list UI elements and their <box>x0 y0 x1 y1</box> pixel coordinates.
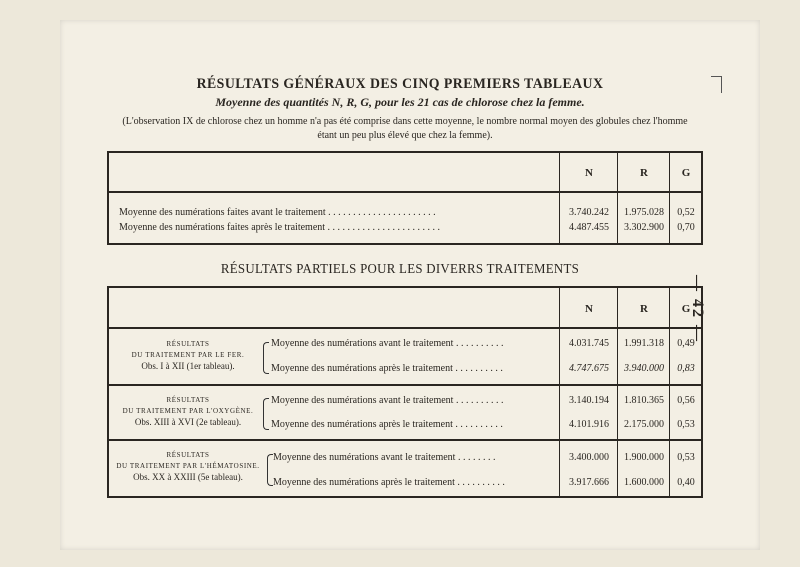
group-iron-label: RÉSULTATS DU TRAITEMENT PAR LE FER. Obs. I à XII (1er tableau). <box>131 340 245 371</box>
group-hematosine-before-n: 3.400.000 <box>569 452 609 463</box>
group-iron-after-r: 3.940.000 <box>624 363 664 374</box>
group-oxygen-after-g: 0,53 <box>677 419 695 430</box>
page-number: — 42 — <box>689 275 706 343</box>
group-iron-after-label: Moyenne des numérations après le traitement . . . . . . . . . . <box>271 363 503 374</box>
header-g: G <box>681 167 691 179</box>
general-row-after-n: 4.487.455 <box>569 222 609 233</box>
partial-header-n: N <box>585 303 593 315</box>
group-hematosine-before-r: 1.900.000 <box>624 452 664 463</box>
group-oxygen-label: RÉSULTATS DU TRAITEMENT PAR L'OXYGÈNE. Obs. XIII à XVI (2e tableau). <box>122 396 254 427</box>
note-line-2: étant un peu plus élevé que chez la femme). <box>317 130 493 141</box>
general-row-after-r: 3.302.900 <box>624 222 664 233</box>
group-oxygen-after-r: 2.175.000 <box>624 419 664 430</box>
group-iron-before-r: 1.991.318 <box>624 338 664 349</box>
group-iron-brace <box>263 342 269 374</box>
group-iron-before-g: 0,49 <box>677 338 695 349</box>
group-oxygen-brace <box>263 398 269 430</box>
general-row-after-label: Moyenne des numérations faites après le traitement . . . . . . . . . . . . . . . . . . . . . . . <box>119 222 441 233</box>
general-results-title: RÉSULTATS GÉNÉRAUX DES CINQ PREMIERS TABLEAUX <box>196 76 604 92</box>
group-iron-before-label: Moyenne des numérations avant le traitement . . . . . . . . . . <box>271 338 504 349</box>
group-oxygen-before-label: Moyenne des numérations avant le traitement . . . . . . . . . . <box>271 395 504 406</box>
general-row-before-r: 1.975.028 <box>624 207 664 218</box>
group-hematosine-after-label: Moyenne des numérations après le traitement . . . . . . . . . . <box>273 477 505 488</box>
general-results-subtitle: Moyenne des quantités N, R, G, pour les 21 cas de chlorose chez la femme. <box>215 95 585 109</box>
partial-results-title: RÉSULTATS PARTIELS POUR LES DIVERRS TRAITEMENTS <box>220 262 580 277</box>
note-line-1: (L'observation IX de chlorose chez un homme n'a pas été comprise dans cette moyenne, le nombre normal moyen des globules chez l'homme <box>122 116 688 127</box>
general-row-before-n: 3.740.242 <box>569 207 609 218</box>
group-iron-after-n: 4.747.675 <box>569 363 609 374</box>
partial-header-r: R <box>640 303 648 315</box>
general-row-before-g: 0,52 <box>677 207 695 218</box>
group-hematosine-after-n: 3.917.666 <box>569 477 609 488</box>
group-iron-before-n: 4.031.745 <box>569 338 609 349</box>
header-r: R <box>640 167 648 179</box>
header-n: N <box>585 167 593 179</box>
group-oxygen-before-r: 1.810.365 <box>624 395 664 406</box>
partial-results-table <box>107 286 703 498</box>
group-hematosine-before-label: Moyenne des numérations avant le traitement . . . . . . . . <box>273 452 496 463</box>
group-hematosine-label: RÉSULTATS DU TRAITEMENT PAR L'HÉMATOSINE. Obs. XX à XXIII (5e tableau). <box>116 451 260 482</box>
group-iron-after-g: 0,83 <box>677 363 695 374</box>
group-hematosine-before-g: 0,53 <box>677 452 695 463</box>
group-oxygen-after-label: Moyenne des numérations après le traitement . . . . . . . . . . <box>271 419 503 430</box>
group-hematosine-after-r: 1.600.000 <box>624 477 664 488</box>
general-results-table <box>107 151 703 245</box>
general-row-before-label: Moyenne des numérations faites avant le traitement . . . . . . . . . . . . . . . . . . . . . . <box>119 207 436 218</box>
group-oxygen-after-n: 4.101.916 <box>569 419 609 430</box>
general-row-after-g: 0,70 <box>677 222 695 233</box>
group-oxygen-before-g: 0,56 <box>677 395 695 406</box>
observation-note <box>110 115 700 143</box>
group-oxygen-before-n: 3.140.194 <box>569 395 609 406</box>
partial-header-g: G <box>681 303 691 315</box>
group-hematosine-after-g: 0,40 <box>677 477 695 488</box>
